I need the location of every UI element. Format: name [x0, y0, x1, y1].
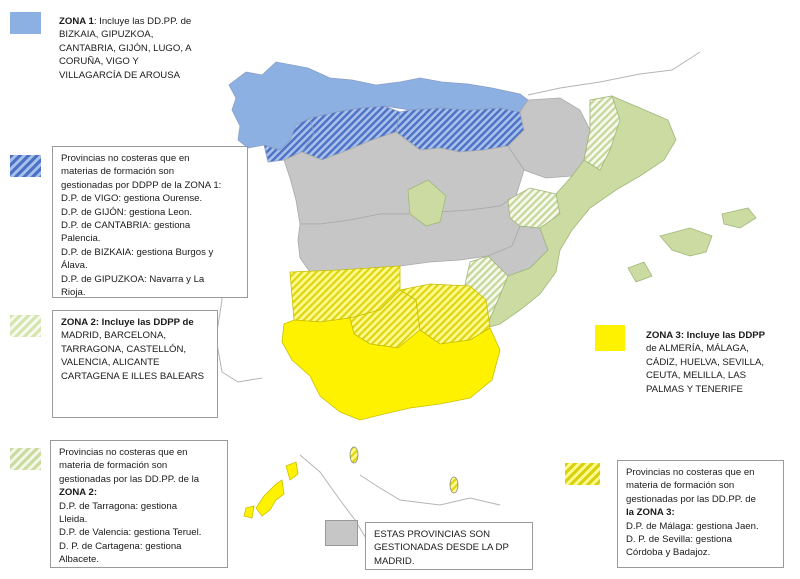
zona1-title: ZONA 1 — [59, 16, 94, 27]
z1nc-line-7: D.P. de BIZKAIA: gestiona Burgos y — [61, 246, 214, 258]
z2nc-line-8: Albacete. — [59, 554, 100, 566]
zona1-line-4: VILLAGARCÍA DE AROUSA — [59, 69, 181, 81]
z2-line-3: VALENCIA, ALICANTE — [61, 357, 160, 369]
z1nc-line-10: Rioja. — [61, 287, 86, 299]
zona3-box — [638, 324, 784, 400]
z1nc-line-6: Palencia. — [61, 233, 101, 245]
z1nc-line-4: D.P. de GIJÓN: gestiona Leon. — [61, 206, 193, 218]
z2-line-0: ZONA 2: Incluye las DDPP de — [61, 317, 194, 328]
zona1-nocostera-swatch — [10, 155, 41, 177]
z3nc-line-6: Córdoba y Badajoz. — [626, 547, 711, 559]
z3-line-3: CEUTA, MELILLA, LAS — [646, 370, 747, 382]
zona1-line-1: BIZKAIA, GIPUZKOA, — [59, 29, 154, 41]
zona2-box — [52, 310, 218, 418]
z3-line-0: ZONA 3: Incluye las DDPP — [646, 330, 766, 341]
z2nc-line-0: Provincias no costeras que en — [59, 447, 188, 458]
z1nc-line-0: Provincias no costeras que en — [61, 153, 190, 164]
zona3-swatch — [595, 325, 625, 351]
zona2-nocostera-box — [50, 440, 228, 568]
z3nc-line-2: gestionadas por las DD.PP. de — [626, 493, 756, 505]
z2nc-line-1: materia de formación son — [59, 460, 168, 472]
z1nc-line-5: D.P. de CANTABRIA: gestiona — [61, 220, 191, 232]
z1nc-line-3: D.P. de VIGO: gestiona Ourense. — [61, 193, 203, 205]
z1nc-line-1: materias de formación son — [61, 166, 175, 178]
z3-line-1: de ALMERÍA, MÁLAGA, — [646, 343, 749, 355]
z3-line-4: PALMAS Y TENERIFE — [646, 383, 743, 395]
z3nc-line-3: la ZONA 3: — [626, 507, 675, 519]
zona1-line-2: CANTABRIA, GIJÓN, LUGO, A — [59, 42, 192, 54]
madrid-line-1: GESTIONADAS DESDE LA DP — [374, 542, 509, 554]
madrid-line-0: ESTAS PROVINCIAS SON — [374, 529, 491, 540]
z1nc-line-8: Álava. — [61, 260, 88, 272]
zona3-nocostera-swatch — [565, 463, 600, 485]
zona3-region — [244, 266, 500, 518]
zona1-swatch — [10, 12, 41, 34]
z3-line-2: CÁDIZ, HUELVA, SEVILLA, — [646, 356, 765, 368]
z2-line-4: CARTAGENA E ILLES BALEARS — [61, 370, 205, 382]
z2nc-line-5: Lleida. — [59, 514, 88, 526]
z2nc-line-4: D.P. de Tarragona: gestiona — [59, 500, 178, 512]
z2nc-line-3: ZONA 2: — [59, 487, 98, 499]
madrid-box — [365, 522, 533, 570]
z1nc-line-2: gestionadas por DDPP de la ZONA 1: — [61, 179, 222, 191]
zona1-line-0b: : Incluye las DD.PP. de — [93, 16, 192, 27]
zona2-nocostera-swatch — [10, 448, 41, 470]
z2nc-line-2: gestionadas por las DD.PP. de la — [59, 473, 200, 485]
z2nc-line-6: D.P. de Valencia: gestiona Teruel. — [59, 527, 202, 539]
zona2-swatch — [10, 315, 41, 337]
z1nc-line-9: D.P. de GIPUZKOA: Navarra y La — [61, 273, 205, 285]
madrid-line-2: MADRID. — [374, 555, 415, 567]
zona1-nocostera-box — [52, 146, 248, 298]
z3nc-line-0: Provincias no costeras que en — [626, 467, 755, 478]
z2nc-line-7: D. P. de Cartagena: gestiona — [59, 540, 182, 552]
z2-line-1: MADRID, BARCELONA, — [61, 330, 167, 342]
madrid-swatch — [325, 520, 358, 546]
zona1-legend-box — [51, 10, 223, 96]
z3nc-line-4: D.P. de Málaga: gestiona Jaen. — [626, 520, 759, 532]
z3nc-line-5: D. P. de Sevilla: gestiona — [626, 534, 732, 546]
z2-line-2: TARRAGONA, CASTELLÓN, — [61, 343, 187, 355]
zona3-nocostera-box — [617, 460, 784, 568]
zona1-line-3: CORUÑA, VIGO Y — [59, 56, 139, 68]
z3nc-line-1: materia de formación son — [626, 480, 735, 492]
